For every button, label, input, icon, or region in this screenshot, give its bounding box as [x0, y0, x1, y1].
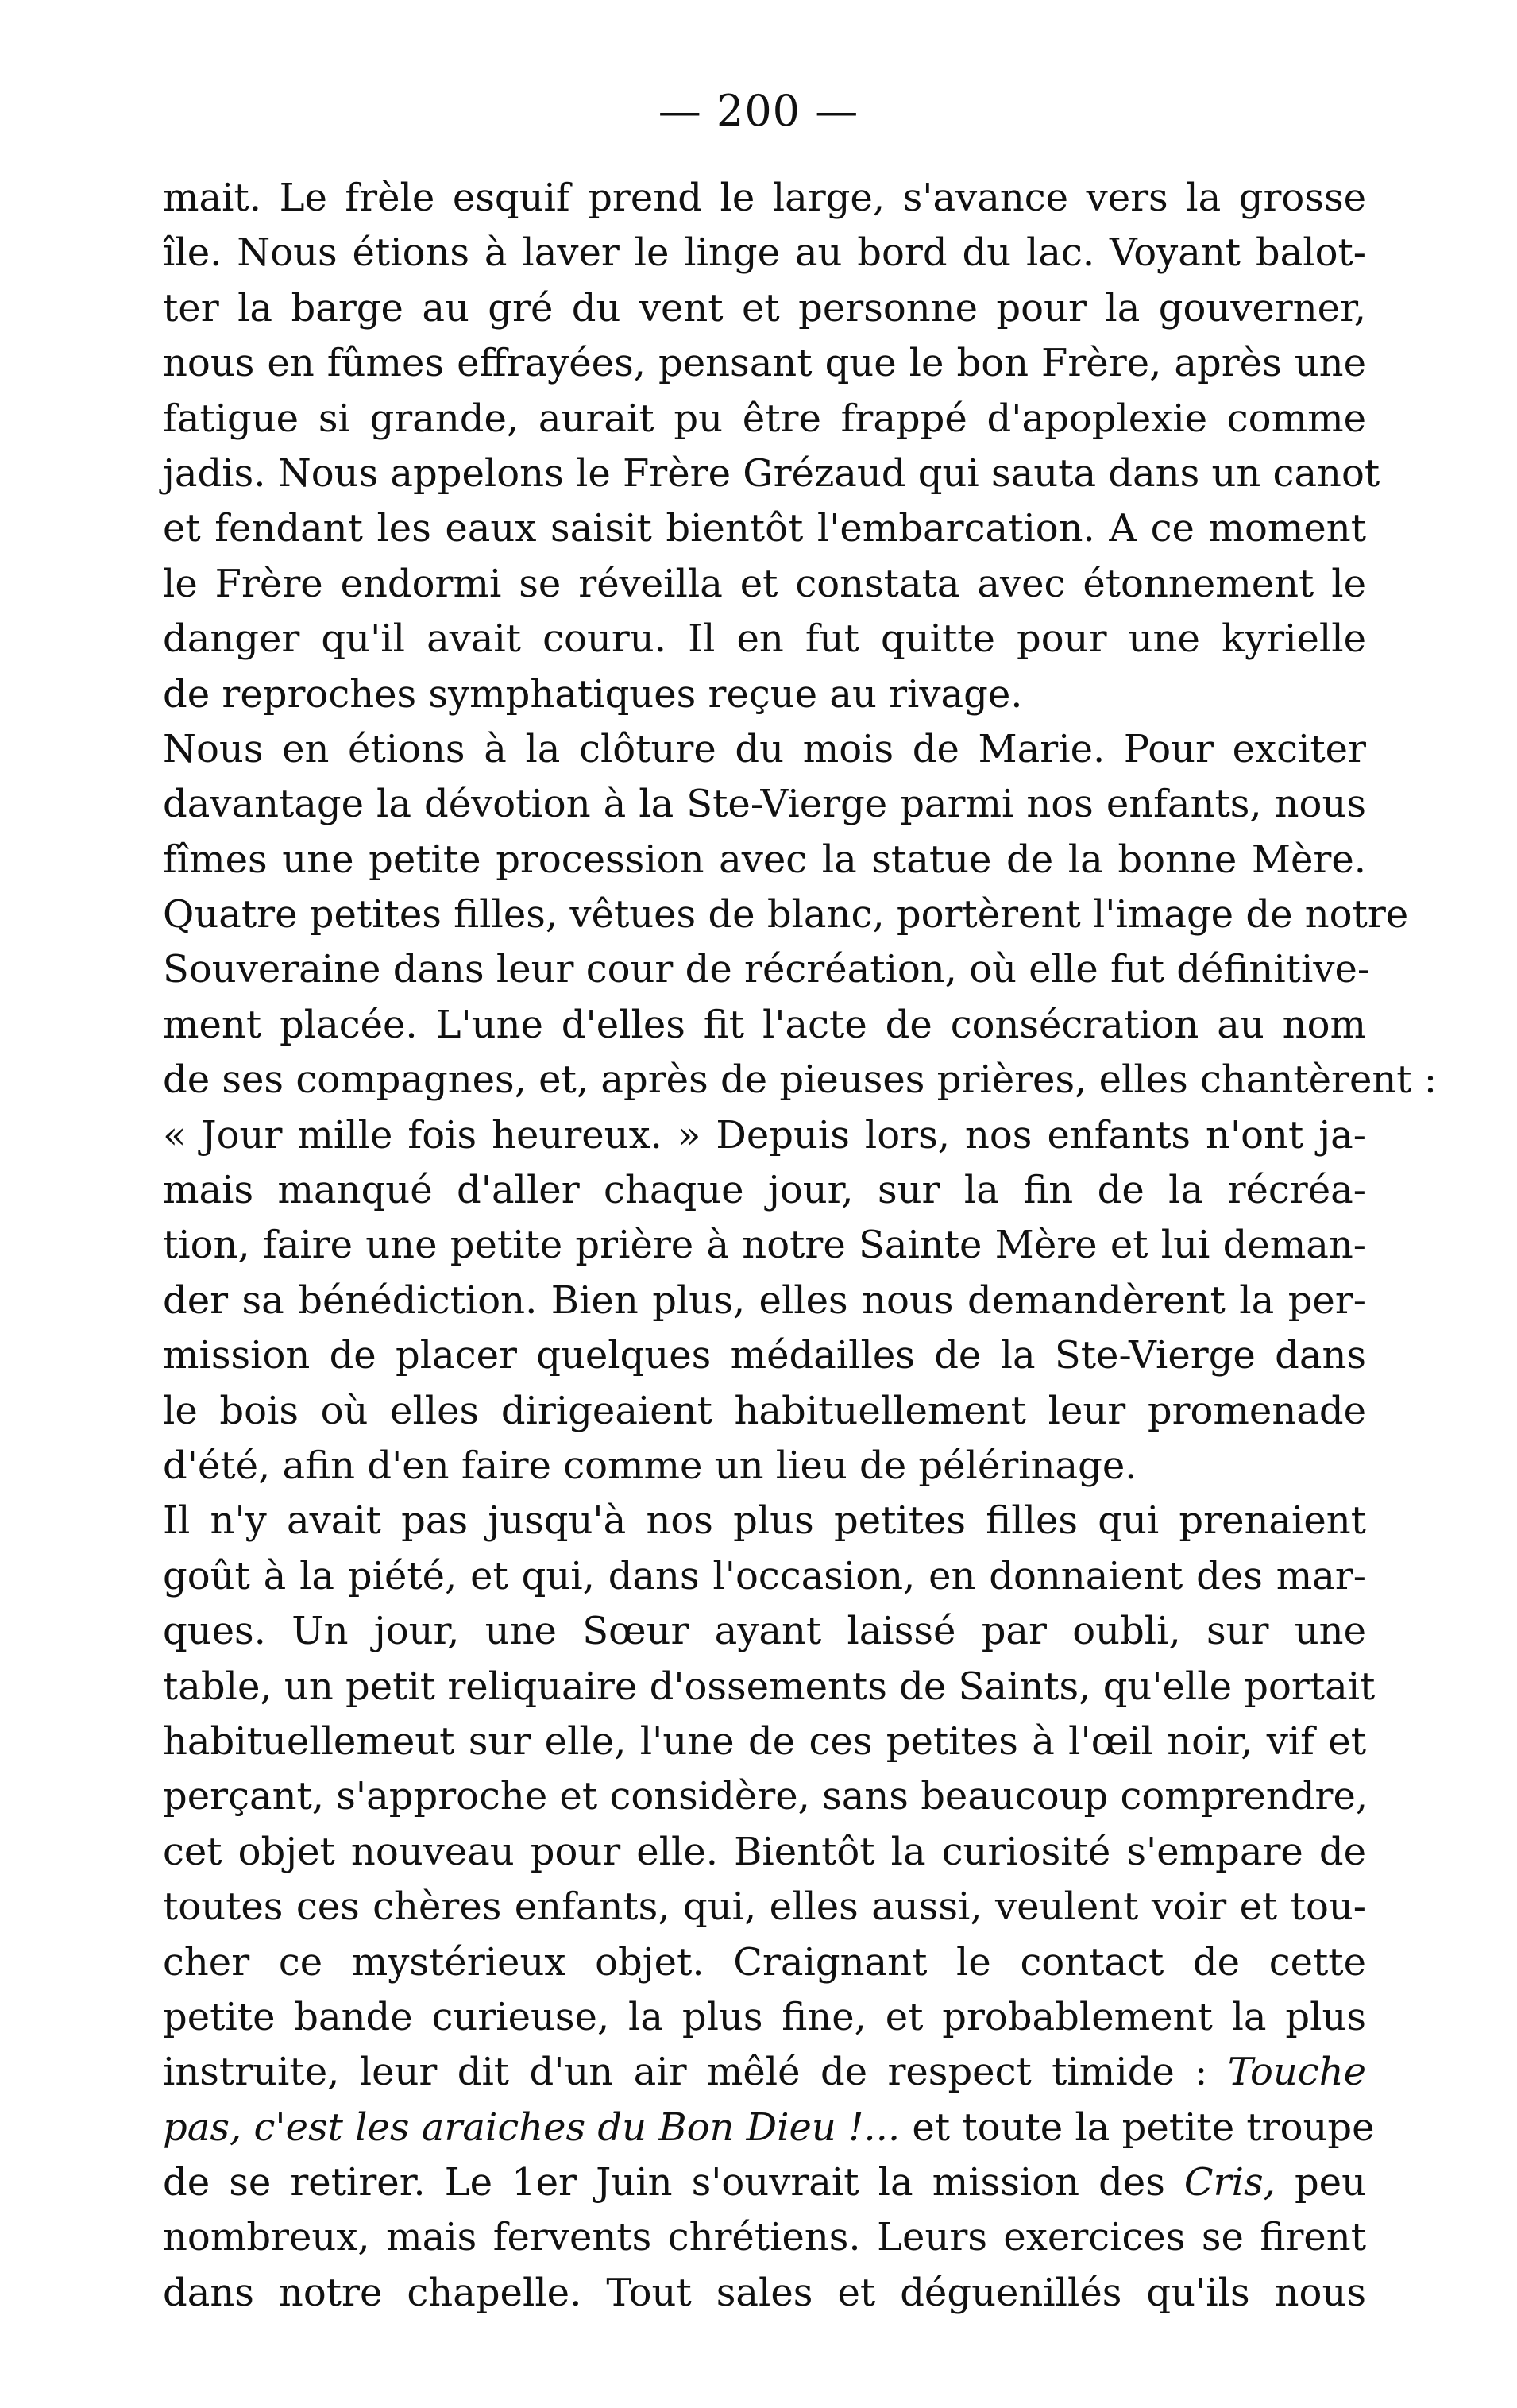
text-line — [163, 1108, 1366, 1163]
text-line — [163, 1714, 1366, 1769]
text-line — [163, 942, 1371, 997]
line-text: cet objet nouveau pour elle. Bientôt la curiosité s'empare de — [163, 1829, 1366, 1874]
line-text: der sa bénédiction. Bien plus, elles nous demandèrent la per- — [163, 1277, 1366, 1323]
text-line — [163, 1990, 1366, 2045]
line-text: Quatre petites filles, vêtues de blanc, portèrent l'image de notre — [163, 892, 1409, 937]
italic-text: Touche — [1207, 2050, 1367, 2095]
line-text: nombreux, mais fervents chrétiens. Leurs exercices se firent — [163, 2215, 1366, 2260]
line-text: fîmes une petite procession avec la statue de la bonne Mère. — [163, 837, 1366, 882]
line-text: tion, faire une petite prière à notre Sainte Mère et lui deman- — [163, 1223, 1366, 1268]
line-text: et fendant les eaux saisit bientôt l'embarcation. A ce moment — [163, 506, 1366, 551]
line-text: toutes ces chères enfants, qui, elles aussi, veulent voir et tou- — [163, 1884, 1366, 1930]
text-line — [163, 226, 1366, 280]
line-text: de se retirer. Le 1er Juin s'ouvrait la mission des — [163, 2160, 1165, 2205]
line-text: mait. Le frèle esquif prend le large, s'avance vers la grosse — [163, 176, 1366, 220]
text-line — [163, 2045, 1366, 2100]
line-text: danger qu'il avait couru. Il en fut quitte pour une kyrielle — [163, 616, 1366, 662]
line-text: peu — [1275, 2160, 1366, 2205]
line-text: Nous en étions à la clôture du mois de Marie. Pour exciter — [163, 726, 1366, 771]
text-line — [163, 887, 1409, 942]
text-line — [163, 446, 1380, 501]
line-text: Il n'y avait pas jusqu'à nos plus petites filles qui prenaient — [163, 1498, 1366, 1544]
italic-text: Cris, — [1164, 2160, 1276, 2205]
text-line — [163, 171, 1366, 226]
text-line — [163, 1549, 1366, 1604]
line-text: ment placée. L'une d'elles fit l'acte de consécration au nom — [163, 1002, 1366, 1047]
text-line — [163, 1439, 1366, 1494]
line-text: de ses compagnes, et, après de pieuses prières, elles chantèrent : — [163, 1057, 1438, 1103]
text-line — [163, 722, 1366, 777]
line-text: « Jour mille fois heureux. » Depuis lors, nos enfants n'ont ja- — [163, 1112, 1366, 1158]
line-text: ter la barge au gré du vent et personne pour la gouverner, — [163, 285, 1366, 330]
text-line — [163, 2101, 1375, 2155]
text-line — [163, 1935, 1366, 1990]
text-line — [163, 281, 1366, 336]
text-line — [163, 1274, 1366, 1328]
line-text: île. Nous étions à laver le linge au bord du lac. Voyant balot- — [163, 230, 1366, 276]
text-line — [163, 1328, 1366, 1383]
text-line — [163, 1384, 1366, 1439]
text-line — [163, 1825, 1366, 1880]
text-line — [163, 392, 1366, 446]
line-text: cher ce mystérieux objet. Craignant le contact de cette — [163, 1939, 1366, 1985]
text-line — [163, 612, 1366, 667]
line-text: fatigue si grande, aurait pu être frappé d'apoplexie comme — [163, 396, 1366, 441]
line-text: mais manqué d'aller chaque jour, sur la fin de la récréa- — [163, 1168, 1366, 1213]
italic-text: pas, c'est les araiches du Bon Dieu !... — [163, 2105, 901, 2150]
text-line — [163, 998, 1366, 1053]
text-line — [163, 1769, 1366, 1824]
line-text: instruite, leur dit d'un air mêlé de respect timide : — [163, 2050, 1208, 2095]
text-line — [163, 1604, 1366, 1659]
line-text: perçant, s'approche et considère, sans beaucoup comprendre, — [163, 1774, 1368, 1819]
line-text: et toute la petite troupe — [900, 2105, 1375, 2150]
text-line — [163, 336, 1366, 391]
line-text: habituellemeut sur elle, l'une de ces petites à l'œil noir, vif et — [163, 1718, 1366, 1764]
text-line — [163, 2155, 1366, 2210]
text-line — [163, 2210, 1366, 2265]
text-line — [163, 1163, 1366, 1218]
line-text: table, un petit reliquaire d'ossements de Saints, qu'elle portait — [163, 1664, 1376, 1709]
line-text: goût à la piété, et qui, dans l'occasion, en donnaient des mar- — [163, 1553, 1366, 1598]
line-text: nous en fûmes effrayées, pensant que le bon Frère, après une — [163, 341, 1366, 386]
line-text: le bois où elles dirigeaient habituellement leur promenade — [163, 1388, 1366, 1433]
line-text: petite bande curieuse, la plus fine, et probablement la plus — [163, 1994, 1366, 2039]
line-text: dans notre chapelle. Tout sales et déguenillés qu'ils nous — [163, 2270, 1366, 2315]
text-line — [163, 501, 1366, 556]
text-line — [163, 1218, 1366, 1273]
text-line — [163, 1660, 1376, 1714]
text-line — [163, 1053, 1438, 1107]
line-text: jadis. Nous appelons le Frère Grézaud qui sauta dans un canot — [163, 450, 1380, 496]
text-line — [163, 777, 1366, 832]
line-text: d'été, afin d'en faire comme un lieu de pélérinage. — [163, 1443, 1137, 1488]
text-line — [163, 1494, 1366, 1548]
body-text — [163, 171, 1438, 2321]
text-line — [163, 667, 1366, 722]
line-text: de reproches symphatiques reçue au rivage. — [163, 671, 1023, 717]
text-line — [163, 1880, 1366, 1935]
line-text: ques. Un jour, une Sœur ayant laissé par oubli, sur une — [163, 1609, 1366, 1654]
text-line — [163, 833, 1366, 887]
line-text: mission de placer quelques médailles de la Ste-Vierge dans — [163, 1333, 1366, 1378]
text-line — [163, 2266, 1366, 2321]
line-text: Souveraine dans leur cour de récréation, où elle fut définitive- — [163, 947, 1371, 992]
page-number: — 200 — — [658, 86, 859, 136]
line-text: davantage la dévotion à la Ste-Vierge parmi nos enfants, nous — [163, 782, 1366, 827]
line-text: le Frère endormi se réveilla et constata avec étonnement le — [163, 561, 1366, 606]
text-line — [163, 557, 1366, 612]
